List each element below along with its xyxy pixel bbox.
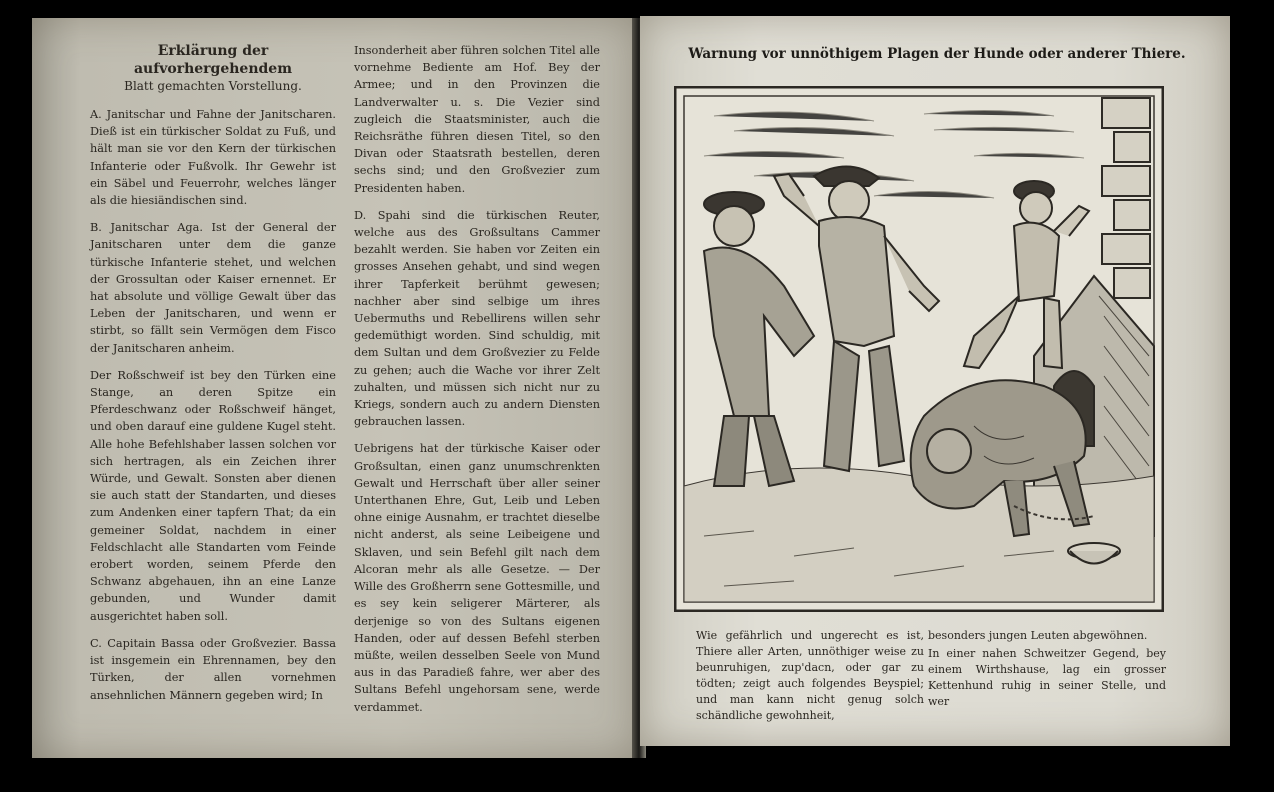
left-page <box>32 18 638 758</box>
paragraph-rossschweif: Der Roßschweif ist bey den Türken eine Stange, an deren Spitze ein Pferdeschwanz oder Roßschweif hänget, und oben darauf eine guldene Kugel steht. Alle hohe Befehlshaber lassen solchen vor sich hertragen, als ein Zeichen ihrer Würde, und Gewalt. Sonsten aber dienen sie auch statt der Standarten, und dieses zum Andenken einer tapfern That; da ein gemeiner Soldat, nachdem in einer Feldschlacht alle Standarten vom Feinde erobert worden, seinem Pferde den Schwanz abgehauen, ihn an eine Lanze gebunden, und Wunder damit ausgerichtet haben soll. <box>90 368 336 623</box>
left-column-a <box>90 42 336 714</box>
paragraph-bassa-cont: Insonderheit aber führen solchen Titel alle vornehme Bediente am Hof. Bey der Armee; und in den Provinzen die Landverwalter u. s. Die Vezier sind zugleich die Staatsminister, auch die Reichsräthe führen diesen Titel, so den Divan oder Staatsrath bestellen, deren sechs sind; und den Großvezier zum Presidenten haben. <box>354 44 600 195</box>
page-subheading: Blatt gemachten Vorstellung. <box>124 79 302 93</box>
right-page-title: Warnung vor unnöthigem Plagen der Hunde oder anderer Thiere. <box>688 46 1186 62</box>
paragraph-b: B. Janitschar Aga. Ist der General der Janitscharen unter dem die ganze türkische Infanterie stehet, und welchen der Grossultan oder Kaiser ernennet. Er hat absolute und völlige Gewalt über das Leben der Janitscharen, und wenn er stirbt, so fällt sein Vermögen dem Fisco der Janitscharen anheim. <box>90 221 336 355</box>
left-column-b <box>354 42 600 726</box>
paragraph-uebrigens: Uebrigens hat der türkische Kaiser oder Großsultan, einen ganz unumschrenkten Gewalt und Herrschaft über aller seiner Unterthanen Ehre, Gut, Leib und Leben ohne einige Ausnahm, er trachtet dieselbe nicht anderst, als seine Leibeigene und Sklaven, und sein Befehl gilt nach dem Alcoran mehr als alle Gesetze. — Der Wille des Großherrn sene Gottesmille, und es sey kein seligerer Märterer, als derjenige so von des Sultans eigenen Handen, oder auf dessen Befehl sterben müßte, weilen desselben Seele von Mund aus in das Paradieß fahre, wer aber des Sultans Befehl ungehorsam sene, werde verdammet. <box>354 442 600 714</box>
intro-paragraph-cont: besonders jungen Leuten abgewöhnen. <box>928 629 1148 642</box>
paragraph-a: A. Janitschar und Fahne der Janitscharen. Dieß ist ein türkischer Soldat zu Fuß, und hält man sie vor den Kern der türkischen Infanterie oder Fußvolk. Ihr Gewehr ist ein Säbel und Feuerrohr, welches länger als die hiesiändischen sind. <box>90 108 336 208</box>
paragraph-c: C. Capitain Bassa oder Großvezier. Bassa ist insgemein ein Ehrennamen, bey den Türken, der allen vornehmen ansehnlichen Männern gegeben wird; In <box>90 636 336 702</box>
story-paragraph: In einer nahen Schweitzer Gegend, bey einem Wirthshause, lag ein grosser Kettenhund ruhig in seiner Stelle, und wer <box>928 647 1166 708</box>
right-column-c <box>696 628 924 734</box>
right-page <box>640 16 1230 746</box>
page-heading: Erklärung der aufvorhergehendem <box>133 43 293 77</box>
right-column-d <box>928 628 1166 720</box>
intro-paragraph: Wie gefährlich und ungerecht es ist, Thiere aller Arten, unnöthiger weise zu beunruhigen, zup'dacn, oder gar zu tödten; zeigt auch folgendes Beyspiel; und man kann nicht genug solch schändliche gewohnheit, <box>696 629 924 722</box>
woodcut-illustration <box>674 86 1164 612</box>
paragraph-d: D. Spahi sind die türkischen Reuter, welche aus des Großsultans Cammer bezahlt werden. Sie haben vor Zeiten ein grosses Ansehen gehabt, und sind wegen ihrer Tapferkeit berühmt gewesen; nachher aber sind selbige um ihres Uebermuths und Rebellirens willen sehr gedemüthigt worden. Sind schuldig, mit dem Sultan und dem Großvezier zu Felde zu gehen; auch die Wache vor ihrer Zelt zuhalten, und müssen sich nicht nur zu Kriegs, sondern auch zu andern Diensten gebrauchen lassen. <box>354 208 600 429</box>
